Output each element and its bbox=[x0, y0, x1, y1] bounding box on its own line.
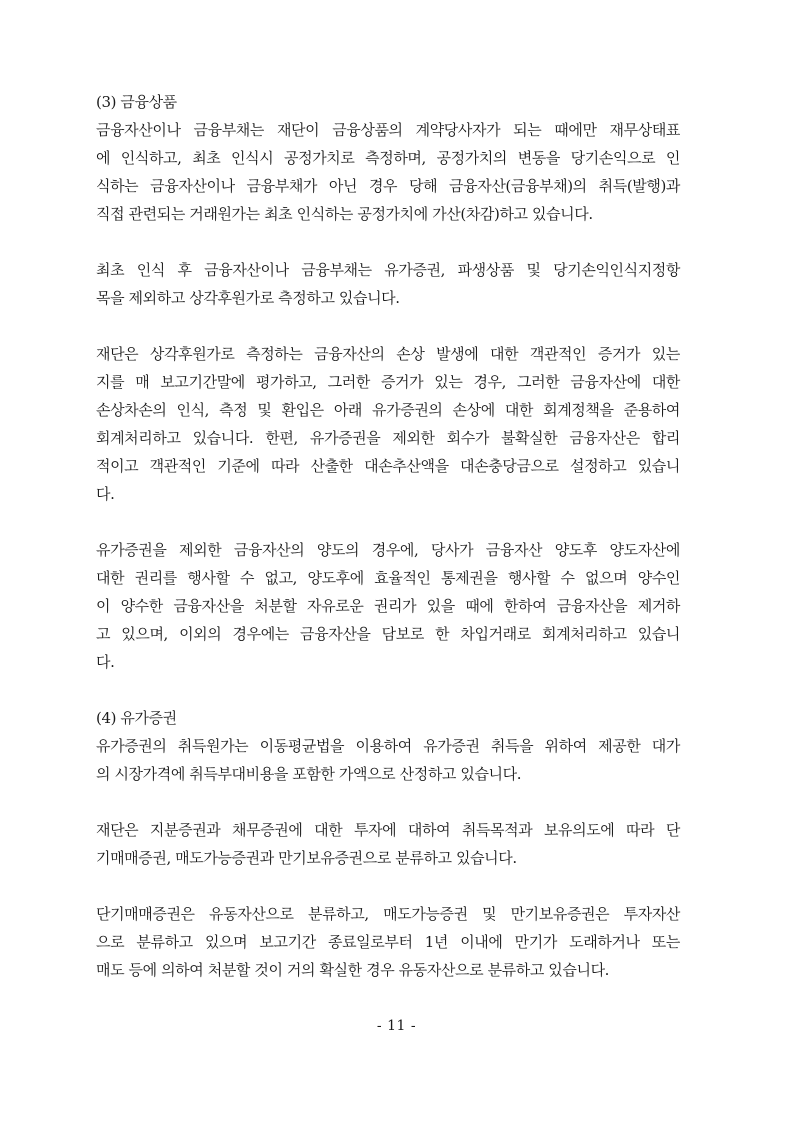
paragraph-line: 다. bbox=[96, 653, 115, 671]
paragraph bbox=[96, 816, 680, 872]
paragraph-line: 단기매매증권은 유동자산으로 분류하고, 매도가능증권 및 만기보유증권은 투자자산 bbox=[96, 905, 680, 923]
paragraph-line: 재단은 상각후원가로 측정하는 금융자산의 손상 발생에 대한 객관적인 증거가 있는 bbox=[96, 345, 680, 363]
paragraph-spacer bbox=[96, 788, 680, 816]
paragraph-line: 직접 관련되는 거래원가는 최초 인식하는 공정가치에 가산(차감)하고 있습니다. bbox=[96, 205, 593, 223]
paragraph-line: 식하는 금융자산이나 금융부채가 아닌 경우 당해 금융자산(금융부채)의 취득(발행)과 bbox=[96, 177, 680, 195]
paragraph-line: 매도 등에 의하여 처분할 것이 거의 확실한 경우 유동자산으로 분류하고 있습니다. bbox=[96, 961, 610, 979]
paragraph bbox=[96, 340, 680, 508]
page-number: - 11 - bbox=[376, 1018, 417, 1034]
paragraph-line: 적이고 객관적인 기준에 따라 산출한 대손추산액을 대손충당금으로 설정하고 있습니 bbox=[96, 457, 680, 475]
paragraph-line: 다. bbox=[96, 485, 115, 503]
paragraph-spacer bbox=[96, 872, 680, 900]
paragraph-line: 에 인식하고, 최초 인식시 공정가치로 측정하며, 공정가치의 변동을 당기손익으로 인 bbox=[96, 149, 680, 167]
paragraph bbox=[96, 116, 680, 228]
section-heading-financial-instruments: (3) 금융상품 bbox=[96, 93, 177, 111]
paragraph-spacer bbox=[96, 228, 680, 256]
paragraph-spacer bbox=[96, 676, 680, 704]
paragraph-line: 유가증권의 취득원가는 이동평균법을 이용하여 유가증권 취득을 위하여 제공한 대가 bbox=[96, 737, 680, 755]
paragraph-line: 대한 권리를 행사할 수 없고, 양도후에 효율적인 통제권을 행사할 수 없으며 양수인 bbox=[96, 569, 680, 587]
paragraph-line: 회계처리하고 있습니다. 한편, 유가증권을 제외한 회수가 불확실한 금융자산은 합리 bbox=[96, 429, 680, 447]
paragraph-line: 으로 분류하고 있으며 보고기간 종료일로부터 1년 이내에 만기가 도래하거나 또는 bbox=[96, 933, 680, 951]
paragraph-line: 최초 인식 후 금융자산이나 금융부채는 유가증권, 파생상품 및 당기손익인식지정항 bbox=[96, 261, 680, 279]
paragraph-line: 기매매증권, 매도가능증권과 만기보유증권으로 분류하고 있습니다. bbox=[96, 849, 517, 867]
paragraph-line: 목을 제외하고 상각후원가로 측정하고 있습니다. bbox=[96, 289, 400, 307]
paragraph-line: 유가증권을 제외한 금융자산의 양도의 경우에, 당사가 금융자산 양도후 양도자산에 bbox=[96, 541, 680, 559]
paragraph-line: 지를 매 보고기간말에 평가하고, 그러한 증거가 있는 경우, 그러한 금융자산에 대한 bbox=[96, 373, 680, 391]
paragraph bbox=[96, 900, 680, 984]
document-body bbox=[96, 88, 680, 984]
paragraph bbox=[96, 732, 680, 788]
paragraph-line: 재단은 지분증권과 채무증권에 대한 투자에 대하여 취득목적과 보유의도에 따라 단 bbox=[96, 821, 680, 839]
paragraph-line: 이 양수한 금융자산을 처분할 자유로운 권리가 있을 때에 한하여 금융자산을 제거하 bbox=[96, 597, 680, 615]
paragraph bbox=[96, 536, 680, 676]
paragraph-line: 금융자산이나 금융부채는 재단이 금융상품의 계약당사자가 되는 때에만 재무상태표 bbox=[96, 121, 680, 139]
paragraph-line: 손상차손의 인식, 측정 및 환입은 아래 유가증권의 손상에 대한 회계정책을 준용하여 bbox=[96, 401, 680, 419]
paragraph bbox=[96, 256, 680, 312]
paragraph-line: 고 있으며, 이외의 경우에는 금융자산을 담보로 한 차입거래로 회계처리하고 있습니 bbox=[96, 625, 680, 643]
paragraph-spacer bbox=[96, 508, 680, 536]
paragraph-spacer bbox=[96, 312, 680, 340]
paragraph-line: 의 시장가격에 취득부대비용을 포함한 가액으로 산정하고 있습니다. bbox=[96, 765, 522, 783]
section-heading-securities: (4) 유가증권 bbox=[96, 709, 177, 727]
